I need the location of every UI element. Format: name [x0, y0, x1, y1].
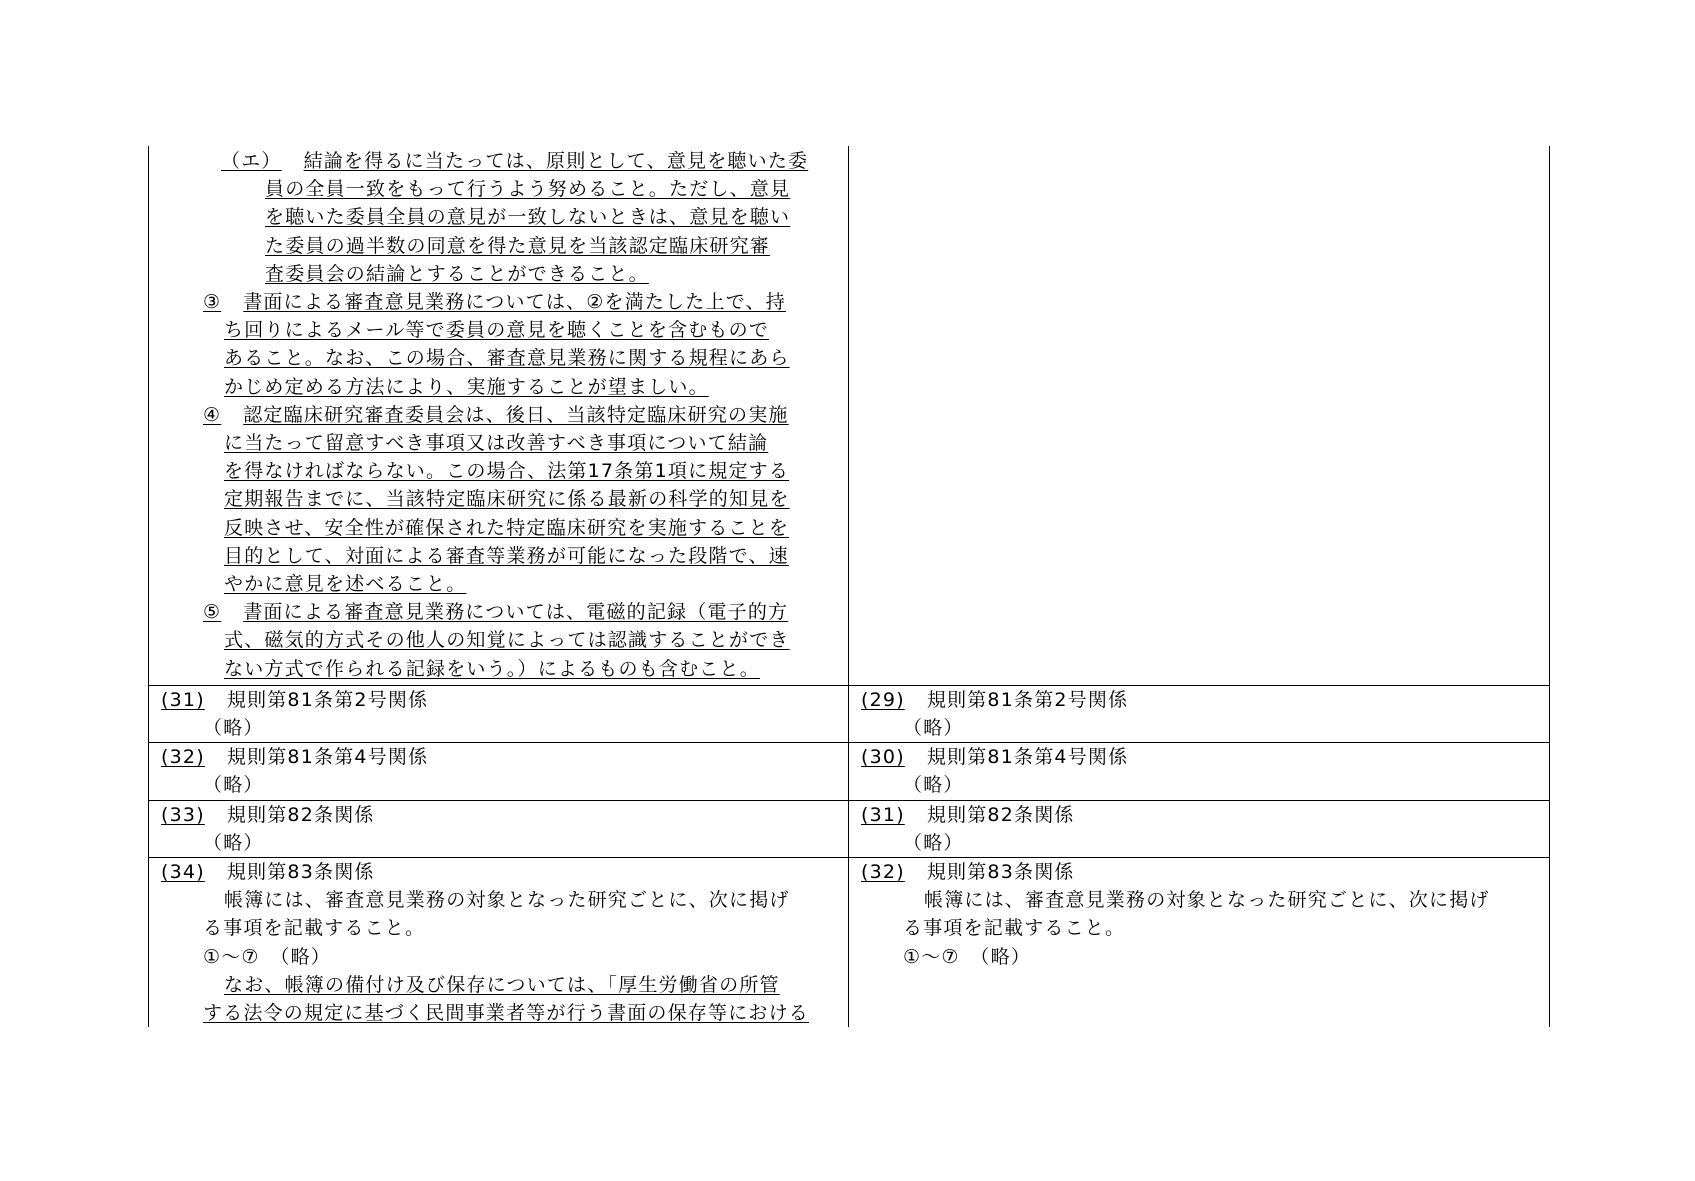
section-body: （略） — [903, 831, 964, 854]
left-cell — [149, 800, 849, 857]
item-e-line-5: 査委員会の結論とすることができること。 — [265, 262, 649, 285]
section-heading — [161, 686, 836, 714]
section-body: （略） — [203, 717, 264, 740]
item-e-label: （エ） — [221, 150, 282, 172]
table-row-last — [149, 858, 1550, 1028]
item-3-label: ③ — [203, 291, 222, 314]
item-4-label: ④ — [203, 403, 222, 426]
section-number: (31) — [161, 688, 205, 711]
section-title: 規則第81条第4号関係 — [926, 746, 1129, 769]
table-row-continuation — [149, 146, 1550, 685]
section-heading — [861, 801, 1537, 829]
comparison-table — [148, 146, 1550, 1027]
item-e-line-1 — [161, 147, 836, 175]
section-title: 規則第81条第2号関係 — [226, 688, 429, 711]
section-body: （略） — [903, 774, 964, 797]
item-5-line-3: ない方式で作られる記録をいう。）によるものも含むこと。 — [224, 657, 760, 680]
section-heading — [861, 858, 1537, 886]
left-cell — [149, 685, 849, 742]
item-4-line-4: 定期報告までに、当該特定臨床研究に係る最新の科学的知見を — [224, 488, 790, 511]
left-cell-continuation — [149, 146, 849, 685]
item-3-line-4: かじめ定める方法により、実施することが望ましい。 — [224, 375, 709, 398]
item-4-line-6: 目的として、対面による審査等業務が可能になった段階で、速 — [224, 544, 789, 567]
section-number: (32) — [861, 861, 905, 884]
paragraph-line: 帳簿には、審査意見業務の対象となった研究ごとに、次に掲げ — [224, 889, 790, 912]
section-number: (29) — [861, 688, 905, 711]
item-3-line-3: あること。なお、この場合、審査意見業務に関する規程にあら — [224, 347, 790, 370]
note-line-1: なお、帳簿の備付け及び保存については、「厚生労働省の所管 — [224, 973, 780, 996]
right-cell — [849, 685, 1550, 742]
item-4-line-7: やかに意見を述べること。 — [224, 573, 467, 596]
section-title: 規則第81条第4号関係 — [226, 746, 429, 769]
items-omitted: ①～⑦ （略） — [903, 945, 1031, 968]
item-5-line-2: 式、磁気的方式その他人の知覚によっては認識することができ — [224, 629, 790, 652]
section-body: （略） — [903, 717, 964, 740]
section-heading — [161, 801, 836, 829]
paragraph-line: 帳簿には、審査意見業務の対象となった研究ごとに、次に掲げ — [924, 889, 1490, 912]
right-cell-continuation — [849, 146, 1550, 685]
right-cell — [849, 800, 1550, 857]
section-number: (34) — [161, 861, 205, 884]
right-cell — [849, 743, 1550, 800]
paragraph-line: る事項を記載すること。 — [903, 917, 1126, 940]
item-4-line-2: に当たって留意すべき事項又は改善すべき事項について結論 — [224, 432, 769, 455]
section-heading — [161, 743, 836, 771]
section-title: 規則第83条関係 — [926, 861, 1075, 884]
item-3-line-2: ち回りによるメール等で委員の意見を聴くことを含むもので — [224, 319, 770, 342]
section-title: 規則第81条第2号関係 — [926, 688, 1129, 711]
item-e-line-3: を聴いた委員全員の意見が一致しないときは、意見を聴い — [265, 206, 791, 229]
item-4-line-1: ④ 認定臨床研究審査委員会は、後日、当該特定臨床研究の実施 — [203, 403, 789, 426]
item-5-label: ⑤ — [203, 601, 222, 624]
section-body: （略） — [203, 831, 264, 854]
item-4-line-5: 反映させ、安全性が確保された特定臨床研究を実施することを — [224, 516, 790, 539]
section-heading — [861, 743, 1537, 771]
section-number: (31) — [861, 803, 905, 826]
items-omitted: ①～⑦ （略） — [203, 945, 331, 968]
right-cell — [849, 858, 1550, 1028]
item-e-text-1: 結論を得るに当たっては、原則として、意見を聴いた委 — [303, 150, 809, 172]
section-heading — [861, 686, 1537, 714]
section-title: 規則第82条関係 — [226, 803, 375, 826]
section-number: (30) — [861, 746, 905, 769]
table-row — [149, 685, 1550, 742]
left-cell — [149, 743, 849, 800]
section-title: 規則第82条関係 — [926, 803, 1075, 826]
section-title: 規則第83条関係 — [226, 861, 375, 884]
item-3-line-1: ③ 書面による審査意見業務については、②を満たした上で、持 — [203, 291, 786, 314]
item-e-line-4: た委員の過半数の同意を得た意見を当該認定臨床研究審 — [265, 234, 771, 257]
left-cell — [149, 858, 849, 1028]
section-body: （略） — [203, 774, 264, 797]
section-heading — [161, 858, 836, 886]
note-line-2: する法令の規定に基づく民間事業者等が行う書面の保存等における — [203, 1002, 810, 1025]
section-number: (32) — [161, 746, 205, 769]
item-5-line-1: ⑤ 書面による審査意見業務については、電磁的記録（電子的方 — [203, 601, 789, 624]
item-e-line-2: 員の全員一致をもって行うよう努めること。ただし、意見 — [265, 178, 791, 201]
item-4-line-3: を得なければならない。この場合、法第17条第1項に規定する — [224, 460, 790, 483]
table-row — [149, 743, 1550, 800]
section-number: (33) — [161, 803, 205, 826]
table-row — [149, 800, 1550, 857]
paragraph-line: る事項を記載すること。 — [203, 917, 426, 940]
